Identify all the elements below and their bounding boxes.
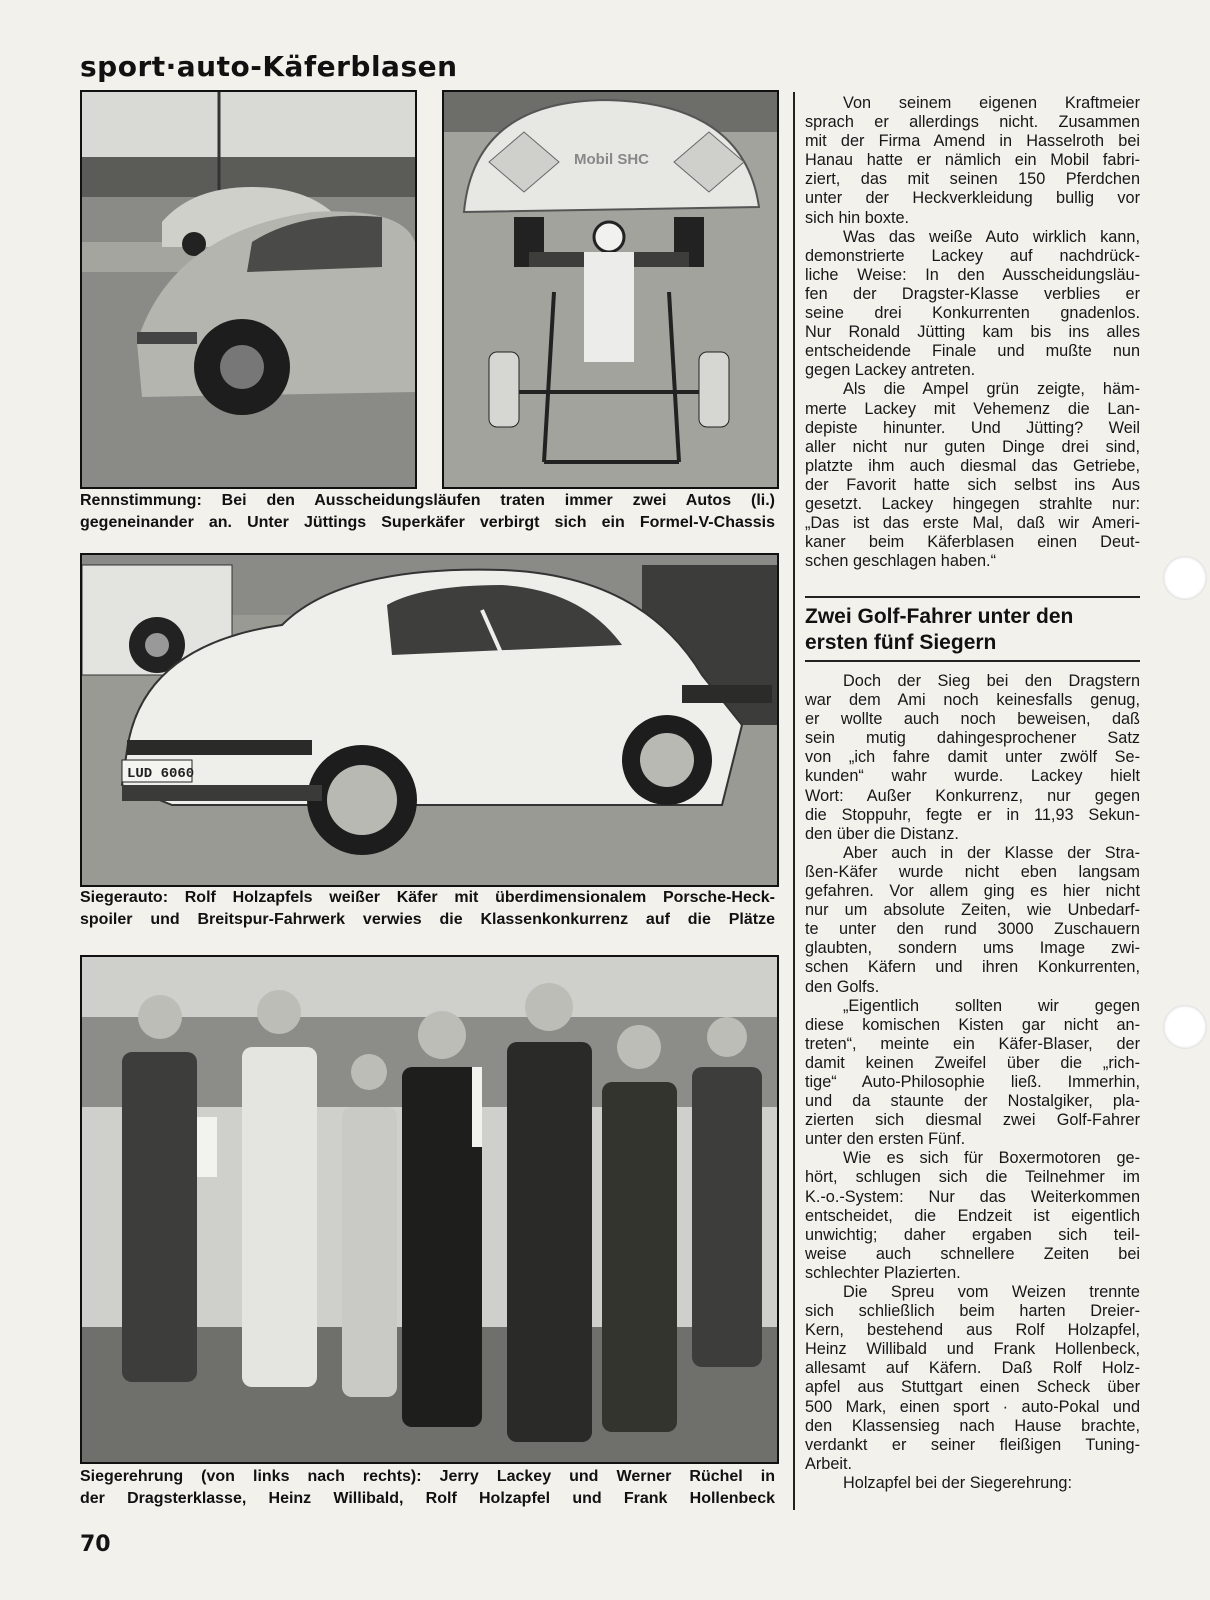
text-line: er wollte auch noch beweisen, daß <box>805 710 1140 729</box>
license-plate-text: LUD 6060 <box>127 766 195 782</box>
subheading-line: Zwei Golf-Fahrer unter den <box>805 605 1074 628</box>
caption-line: spoiler und Breitspur-Fahrwerk verwies die Klassenkonkurrenz auf die Plätze <box>80 911 775 928</box>
punch-hole-bottom <box>1163 1005 1207 1049</box>
text-line: gegen Lackey antreten. <box>805 361 976 380</box>
text-line: „Das ist das erste Mal, daß wir Ameri- <box>805 514 1140 533</box>
text-line: Kern, bestehend aus Rolf Holzapfel, <box>805 1321 1140 1340</box>
text-line: Von seinem eigenen Kraftmeier <box>843 94 1140 112</box>
text-line: ßen-Käfer wurde nicht eben langsam <box>805 862 1140 881</box>
text-line: sich hin boxte. <box>805 208 910 227</box>
text-line: entscheidet, die Endzeit ist eigentlich <box>805 1206 1140 1225</box>
text-line: und da staunte der Nostalgiker, pla- <box>805 1092 1140 1111</box>
text-line: zierten sich diesmal zwei Golf-Fahrer <box>805 1111 1140 1130</box>
wing-sponsor-text: Mobil SHC <box>574 151 649 168</box>
caption-photo-3 <box>80 1466 775 1510</box>
text-line: Aber auch in der Klasse der Stra- <box>843 843 1140 862</box>
text-line: unter der Heckverkleidung bullig vor <box>805 189 1140 208</box>
text-line: schen Käfern und ihren Konkurrenten, <box>805 958 1140 977</box>
text-line: diese komischen Kisten gar nicht an- <box>805 1015 1140 1034</box>
caption-line: Siegerauto: Rolf Holzapfels weißer Käfer mit überdimensionalem Porsche-Heck- <box>80 889 775 906</box>
beetles-photo-image <box>82 92 415 487</box>
text-line: der Favorit hatte sich selbst ins Aus <box>805 475 1140 494</box>
text-line: gesetzt. Lackey hingegen strahlte nur: <box>805 494 1140 513</box>
text-line: gefahren. Vor allem ging es hier nicht <box>805 882 1140 901</box>
text-line: sich schließlich beim harten Dreier- <box>805 1302 1140 1321</box>
text-line: sprach er allerdings nicht. Zusammen <box>805 113 1140 132</box>
text-line: tige“ Auto-Philosophie ließ. Immerhin, <box>805 1072 1140 1091</box>
caption-line: der Dragsterklasse, Heinz Willibald, Rolf Holzapfel und Frank Hollenbeck <box>80 1490 775 1507</box>
text-line: merte Lackey mit Vehemenz die Lan- <box>805 399 1140 418</box>
text-line: hört, schlugen sich die Teilnehmer im <box>805 1168 1140 1187</box>
text-line: fen der Dragster-Klasse verblies er <box>805 284 1140 303</box>
column-divider <box>793 92 795 1510</box>
photo-award-ceremony <box>80 955 779 1464</box>
subheading-bottom-rule <box>805 660 1140 662</box>
text-line: glaubten, sondern ums Image zwi- <box>805 939 1140 958</box>
text-line: Wie es sich für Boxermotoren ge- <box>843 1149 1140 1168</box>
subheading-top-rule <box>805 596 1140 598</box>
text-line: te unter den rund 3000 Zuschauern <box>805 920 1140 939</box>
caption-line: Siegerehrung (von links nach rechts): Jerry Lackey und Werner Rüchel in <box>80 1468 775 1485</box>
photo-winning-beetle <box>80 553 779 887</box>
text-line: Holzapfel bei der Siegerehrung: <box>843 1473 1072 1492</box>
page-header-title: sport·auto-Käferblasen <box>80 50 458 83</box>
text-line: platzte ihm auch diesmal das Getriebe, <box>805 456 1140 475</box>
text-line: sein mutig dahingesprochener Satz <box>805 729 1140 748</box>
text-line: unter den ersten Fünf. <box>805 1130 966 1149</box>
text-line: Wort: Außer Konkurrenz, nur gegen <box>805 786 1140 805</box>
caption-photo-1 <box>80 490 775 534</box>
text-line: den Golfs. <box>805 977 880 996</box>
caption-line: Rennstimmung: Bei den Ausscheidungsläufen traten immer zwei Autos (li.) <box>80 492 775 509</box>
text-line: K.-o.-System: Nur das Weiterkommen <box>805 1187 1140 1206</box>
text-line: den über die Distanz. <box>805 824 959 843</box>
text-line: treten“, meinte ein Käfer-Blaser, der <box>805 1034 1140 1053</box>
text-line: die Stoppuhr, fegte er in 11,93 Sekun- <box>805 805 1140 824</box>
text-line: demonstrierte Lackey auf nachdrück- <box>805 246 1140 265</box>
caption-line: gegeneinander an. Unter Jüttings Superkäfer verbirgt sich ein Formel-V-Chassis <box>80 514 775 531</box>
text-line: weise auch schnellere Zeiten bei <box>805 1244 1140 1263</box>
winning-beetle-image <box>82 555 777 885</box>
text-line: Als die Ampel grün zeigte, häm- <box>843 380 1140 399</box>
text-line: Arbeit. <box>805 1454 853 1473</box>
text-line: Was das weiße Auto wirklich kann, <box>843 227 1140 246</box>
text-line: apfel aus Stuttgart einen Scheck über <box>805 1378 1140 1397</box>
text-line: depiste hinunter. Und Jütting? Weil <box>805 418 1140 437</box>
text-line: verdankt er seiner fleißigen Tuning- <box>805 1435 1140 1454</box>
page-number: 70 <box>80 1532 111 1557</box>
photo-beetles-drag-strip <box>80 90 417 489</box>
text-line: unwichtig; daher ergaben sich teil- <box>805 1225 1140 1244</box>
text-line: mit der Firma Amend in Hasselroth bei <box>805 132 1140 151</box>
text-line: Nur Ronald Jütting kam bis ins alles <box>805 323 1140 342</box>
text-line: ziert, das mit seinen 150 Pferdchen <box>805 170 1140 189</box>
punch-hole-top <box>1163 556 1207 600</box>
article-subheading <box>805 604 1140 656</box>
text-line: nur um absolute Zeiten, wie Unbedarf- <box>805 901 1140 920</box>
text-line: von „ich fahre damit unter zwölf Se- <box>805 748 1140 767</box>
article-column-bottom <box>805 672 1140 1493</box>
award-ceremony-image <box>82 957 777 1462</box>
text-line: damit keinen Zweifel über die „rich- <box>805 1053 1140 1072</box>
text-line: allesamt auf Käfern. Daß Rolf Holz- <box>805 1359 1140 1378</box>
text-line: „Eigentlich sollten wir gegen <box>843 996 1140 1015</box>
text-line: Heinz Willibald und Frank Hollenbeck, <box>805 1340 1140 1359</box>
text-line: war dem Ami noch keinesfalls genug, <box>805 691 1140 710</box>
article-column-top <box>805 94 1140 571</box>
text-line: entscheidende Finale und mußte nun <box>805 342 1140 361</box>
text-line: schen geschlagen haben.“ <box>805 552 996 571</box>
text-line: kunden“ wahr wurde. Lackey hielt <box>805 767 1140 786</box>
text-line: kaner beim Käferblasen einen Deut- <box>805 533 1140 552</box>
text-line: den Klassensieg nach Hause brachte, <box>805 1416 1140 1435</box>
text-line: schlechter Plazierten. <box>805 1263 961 1282</box>
text-line: seine drei Konkurrenten gnadenlos. <box>805 304 1140 323</box>
text-line: Hanau hatte er nämlich ein Mobil fabri- <box>805 151 1140 170</box>
subheading-line: ersten fünf Siegern <box>805 631 997 654</box>
text-line: Doch der Sieg bei den Dragstern <box>843 672 1140 690</box>
text-line: Die Spreu vom Weizen trennte <box>843 1283 1140 1301</box>
photo-formel-v-chassis <box>442 90 779 489</box>
text-line: liche Weise: In den Ausscheidungsläu- <box>805 265 1140 284</box>
chassis-photo-image <box>444 92 777 487</box>
text-line: 500 Mark, einen sport · auto-Pokal und <box>805 1397 1140 1416</box>
caption-photo-2 <box>80 887 775 931</box>
text-line: aller nicht nur guten Dinge drei sind, <box>805 437 1140 456</box>
